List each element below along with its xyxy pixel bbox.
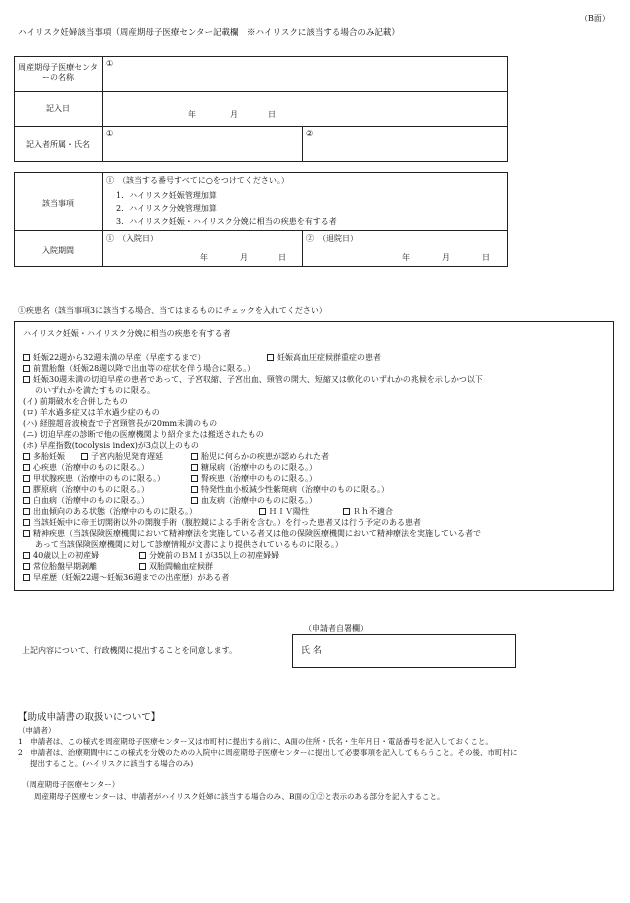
applicant-heading: （申請者）	[18, 726, 56, 735]
checklist-row-diabetes: 糖尿病（治療中のものに限る。）	[191, 463, 317, 473]
center-name-label: 周産期母子医療センターの名称	[18, 63, 98, 82]
checkbox-age40[interactable]	[23, 552, 30, 559]
checkbox-bmi35[interactable]	[139, 552, 146, 559]
checklist-row-leukemia: 白血病（治療中のものに限る。）	[23, 496, 149, 506]
checklist-row-collagen: 膠原病（治療中のものに限る。）	[23, 485, 149, 495]
checkbox-placenta-previa[interactable]	[23, 365, 30, 372]
category-label: 該当事項	[42, 199, 74, 208]
checkbox-preeclampsia[interactable]	[267, 354, 274, 361]
entry-date-month: 月	[230, 110, 238, 119]
checklist-row-heart: 心疾患（治療中のものに限る。）	[23, 463, 149, 473]
applicant-note-1: 1 申請者は、この様式を周産期母子医療センター又は市町村に提出する前に、A面の住所・氏名・生年月日・電話番号を記入しておくこと。	[18, 737, 493, 746]
disease-heading: ①疾患名（該当事項3に該当する場合、当てはまるものにチェックを入れてください）	[18, 306, 327, 315]
option-3: 3．ハイリスク妊娠・ハイリスク分娩に相当の疾患を有する者	[116, 217, 337, 226]
checkbox-thyroid[interactable]	[23, 475, 30, 482]
category-instruction: ① （該当する番号すべてに○をつけてください。）	[106, 176, 289, 185]
sub-criterion-ha: (ハ) 経腟超音波検査で子宮頸管長が20mm未満のもの	[23, 419, 218, 428]
checklist-row-hemophilia: 血友病（治療中のものに限る。）	[191, 496, 317, 506]
checklist-row-surgery: 当該妊娠中に帝王切開術以外の開腹手術（腹腔鏡による手術を含む。）を行った患者又は行う予定のある患者	[23, 518, 421, 528]
applicant-note-2-line2: 提出すること。(ハイリスクに該当する場合のみ)	[30, 759, 194, 768]
checklist-row-age40: 40歳以上の初産婦	[23, 551, 99, 561]
checklist-row-multiple: 多胎妊娠	[23, 452, 65, 462]
checklist-row-preeclampsia: 妊娠高血圧症候群重症の患者	[267, 353, 381, 363]
discharge-day: 日	[482, 253, 490, 262]
checklist-row-thyroid: 甲状腺疾患（治療中のものに限る。）	[23, 474, 165, 484]
page-side-label: （B面）	[580, 14, 610, 23]
applicant-note-2-line1: 2 申請者は、治療期間中にこの様式を分娩のための入院中に周産期母子医療センターに提出して必要事項を記入してもらうこと。その後、市町村に	[18, 748, 518, 757]
writer-mark-1: ①	[106, 129, 114, 138]
checkbox-diabetes[interactable]	[191, 464, 198, 471]
checkbox-collagen[interactable]	[23, 486, 30, 493]
disease-checklist-box	[14, 321, 614, 591]
writer-label: 記入者所属・氏名	[26, 140, 90, 149]
admission-date-label: ① （入院日）	[106, 234, 158, 243]
checkbox-prior-preterm[interactable]	[23, 574, 30, 581]
entry-date-day: 日	[268, 110, 276, 119]
writer-mark-2: ②	[306, 129, 314, 138]
checklist-row-threatened-preterm: 妊娠30週未満の切迫早産の患者であって、子宮収縮、子宮出血、頸管の開大、短縮又は軟化のいずれかの兆候を示しかつ以下	[23, 375, 483, 385]
page-title: ハイリスク妊婦該当事項（周産期母子医療センター記載欄 ※ハイリスクに該当する場合のみ記載）	[18, 28, 400, 38]
admission-day: 日	[278, 253, 286, 262]
checkbox-psychiatric[interactable]	[23, 530, 30, 537]
checklist-row-hiv: ＨＩＶ陽性	[259, 507, 309, 517]
checkbox-hemophilia[interactable]	[191, 497, 198, 504]
checkbox-heart[interactable]	[23, 464, 30, 471]
disease-box-title: ハイリスク妊娠・ハイリスク分娩に相当の疾患を有する者	[23, 329, 231, 338]
checklist-row-iugr: 子宮内胎児発育遅延	[81, 452, 163, 462]
discharge-month: 月	[442, 253, 450, 262]
psychiatric-line2: あって当該保険医療機関に対して診療情報が文書により提供されているものに限る。）	[35, 540, 343, 549]
discharge-date-label: ② （退院日）	[306, 234, 358, 243]
checkbox-iugr[interactable]	[81, 453, 88, 460]
checkbox-fetal-disease[interactable]	[191, 453, 198, 460]
checklist-row-abruption: 常位胎盤早期剥離	[23, 562, 97, 572]
sub-criterion-ro: (ロ) 羊水過多症又は羊水過少症のもの	[23, 408, 160, 417]
option-1: 1．ハイリスク妊娠管理加算	[116, 191, 217, 200]
checklist-row-rh: Ｒｈ不適合	[343, 507, 393, 517]
sub-criterion-ni: (ニ) 切迫早産の診断で他の医療機関より紹介または搬送されたもの	[23, 430, 264, 439]
checkbox-bleeding[interactable]	[23, 508, 30, 515]
checklist-row-fetal-disease: 胎児に何らかの疾患が認められた者	[191, 452, 329, 462]
checkbox-kidney[interactable]	[191, 475, 198, 482]
signature-field[interactable]	[292, 634, 516, 668]
checkbox-ttts[interactable]	[139, 563, 146, 570]
name-label: 氏 名	[301, 646, 322, 656]
checklist-row-preterm: 妊娠22週から32週未満の早産（早産するまで）	[23, 353, 205, 363]
checkbox-leukemia[interactable]	[23, 497, 30, 504]
center-note: 周産期母子医療センターは、申請者がハイリスク妊婦に該当する場合のみ、B面の①②と表示のある部分を記入すること。	[34, 792, 445, 801]
checklist-row-kidney: 腎疾患（治療中のものに限る。）	[191, 474, 317, 484]
option-2: 2．ハイリスク分娩管理加算	[116, 204, 217, 213]
checkbox-abruption[interactable]	[23, 563, 30, 570]
checklist-row-ttts: 双胎間輸血症候群	[139, 562, 213, 572]
center-heading: （周産期母子医療センター）	[22, 780, 120, 789]
checklist-row-prior-preterm: 早産歴（妊娠22週〜妊娠36週までの出産歴）がある者	[23, 573, 229, 583]
consent-text: 上記内容について、行政機関に提出することを同意します。	[22, 646, 238, 655]
sign-field-note: （申請者自署欄）	[304, 624, 368, 633]
sub-criterion-i: (イ) 前期破水を合併したもの	[23, 397, 128, 406]
checkbox-rh[interactable]	[343, 508, 350, 515]
center-name-mark: ①	[106, 59, 114, 68]
checklist-row-bleeding: 出血傾向のある状態（治療中のものに限る。）	[23, 507, 197, 517]
checkbox-surgery[interactable]	[23, 519, 30, 526]
checkbox-threatened-preterm[interactable]	[23, 376, 30, 383]
sub-criterion-ho: (ホ) 早産指数(tocolysis index)が3点以上のもの	[23, 441, 199, 450]
entry-date-label: 記入日	[46, 104, 70, 113]
threatened-preterm-line2: のいずれかを満たすものに限る。	[35, 386, 155, 395]
period-label: 入院期間	[42, 246, 74, 255]
checklist-row-bmi35: 分娩前のＢＭＩが35以上の初産婦婦	[139, 551, 279, 561]
checkbox-preterm[interactable]	[23, 354, 30, 361]
checkbox-multiple[interactable]	[23, 453, 30, 460]
handling-title: 【助成申請書の取扱いについて】	[18, 712, 161, 723]
checkbox-itp[interactable]	[191, 486, 198, 493]
admission-year: 年	[200, 253, 208, 262]
discharge-year: 年	[402, 253, 410, 262]
checklist-row-placenta-previa: 前置胎盤（妊娠28週以降で出血等の症状を伴う場合に限る。）	[23, 364, 255, 374]
admission-month: 月	[240, 253, 248, 262]
checkbox-hiv[interactable]	[259, 508, 266, 515]
entry-date-year: 年	[188, 110, 196, 119]
checklist-row-psychiatric: 精神疾患（当該保険医療機関において精神療法を実施している者又は他の保険医療機関において精神療法を実施している者で	[23, 529, 481, 539]
checklist-row-itp: 特発性血小板減少性紫斑病（治療中のものに限る。）	[191, 485, 389, 495]
